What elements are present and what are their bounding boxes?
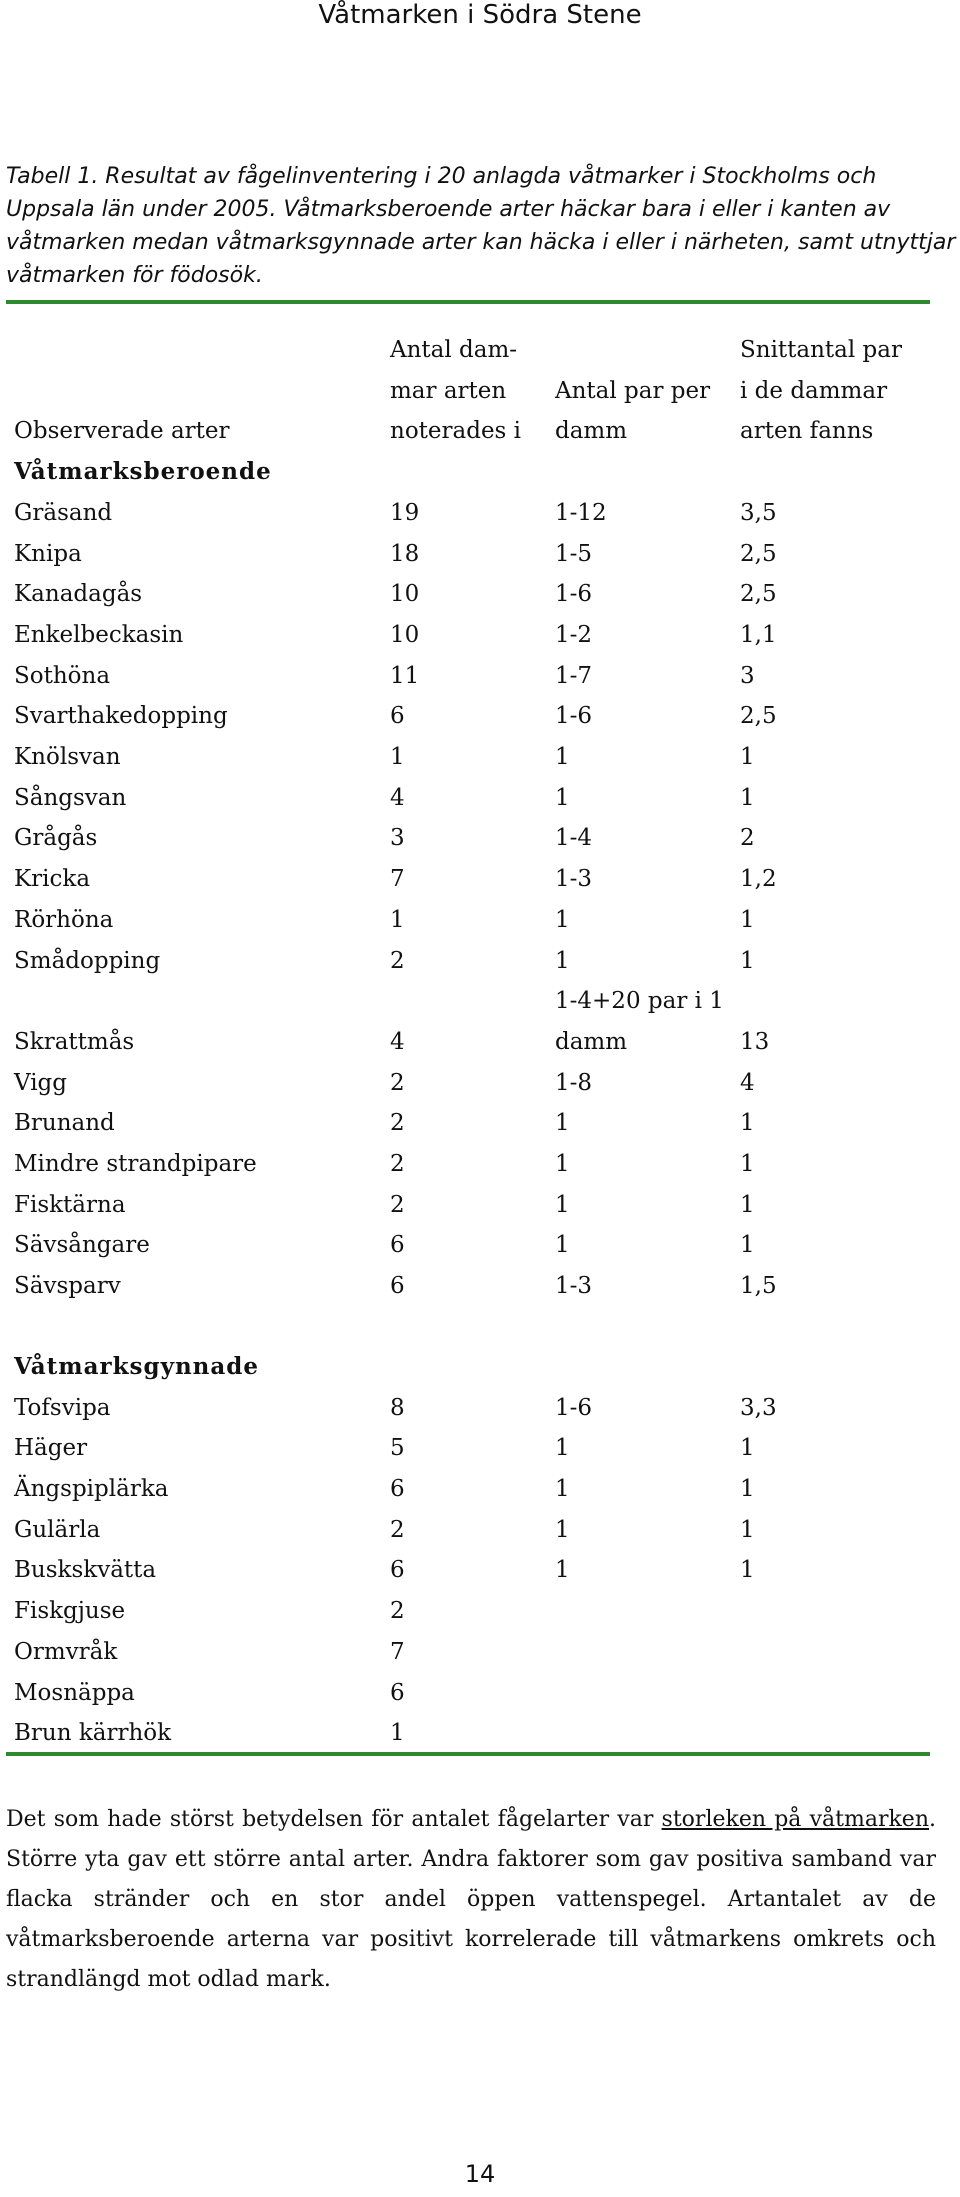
cell-pairs: 1: [555, 947, 570, 974]
cell-species: Grågås: [14, 825, 98, 852]
table-row: [0, 737, 930, 778]
cell-ponds: 6: [390, 1232, 405, 1259]
cell-ponds: 2: [390, 1110, 405, 1137]
cell-ponds: 2: [390, 1191, 405, 1218]
table-body: [0, 452, 930, 1754]
table-row: [0, 1591, 930, 1632]
cell-avg: 13: [740, 1028, 770, 1055]
body-paragraph: [6, 1800, 936, 2000]
table-row: [0, 1510, 930, 1551]
cell-ponds: 6: [390, 1273, 405, 1300]
cell-avg: 2,5: [740, 703, 777, 730]
cell-pairs: [555, 1591, 740, 1632]
cell-pairs: 1-3: [555, 1273, 593, 1300]
cell-avg: 1: [740, 947, 755, 974]
cell-ponds: 7: [390, 866, 405, 893]
cell-pairs: 1: [555, 1232, 570, 1259]
cell-pairs: damm: [555, 1028, 628, 1055]
cell-species: Tofsvipa: [14, 1394, 111, 1421]
body-text-part1: Det som hade störst betydelsen för antalet fågelarter var: [6, 1807, 662, 1832]
cell-avg: 1,1: [740, 621, 777, 648]
cell-species: Häger: [14, 1435, 88, 1462]
cell-species: Svarthakedopping: [14, 703, 228, 730]
cell-pairs: 1: [555, 1516, 570, 1543]
cell-ponds: 1: [390, 906, 405, 933]
table-row: [0, 1388, 930, 1429]
table-row: [0, 534, 930, 575]
cell-pairs: 1-3: [555, 866, 593, 893]
cell-species: Mosnäppa: [14, 1679, 135, 1706]
group-heading: Våtmarksgynnade: [14, 1352, 260, 1380]
cell-pairs: 1: [555, 906, 570, 933]
table-row: [0, 493, 930, 534]
cell-species: Fisktärna: [14, 1191, 126, 1218]
cell-ponds: 2: [390, 947, 405, 974]
cell-ponds: 7: [390, 1638, 405, 1665]
cell-species: Kanadagås: [14, 581, 143, 608]
cell-ponds: 2: [390, 1516, 405, 1543]
cell-species: Sävsångare: [14, 1232, 150, 1259]
cell-avg: [740, 1632, 930, 1673]
header-species: [0, 330, 390, 371]
cell-ponds: 1: [390, 744, 405, 771]
table-row: [0, 900, 930, 941]
cell-species: Ormvråk: [14, 1638, 118, 1665]
cell-avg: 1: [740, 1232, 755, 1259]
cell-pairs: 1-5: [555, 540, 593, 567]
table-caption: Tabell 1. Resultat av fågelinventering i 20 anlagda våtmarker i Stockholms och Uppsala län under 2005. Våtmarksberoende arter häckar bara i eller i kanten av våtmarken medan våtmarksgynnade arter kan häcka i eller i närheten, samt utnyttjar våtmarken för födosök.: [6, 164, 956, 288]
group-spacer: [0, 1307, 930, 1347]
cell-pairs: 1-4: [555, 825, 593, 852]
header-pairs-line2: damm: [555, 418, 628, 445]
cell-species: Sångsvan: [14, 784, 127, 811]
header-species-label: Observerade arter: [14, 418, 230, 445]
cell-ponds: 4: [390, 784, 405, 811]
table-row: [0, 818, 930, 859]
cell-pairs: 1-7: [555, 662, 593, 689]
cell-pairs: 1: [555, 744, 570, 771]
table-row: [0, 1063, 930, 1104]
cell-pairs: 1: [555, 1475, 570, 1502]
table-row: [0, 941, 930, 982]
table-row: [0, 1022, 930, 1063]
cell-pairs: 1: [555, 1435, 570, 1462]
cell-pairs: 1: [555, 1110, 570, 1137]
table-row-continuation: [0, 981, 930, 1022]
bird-survey-table: [0, 330, 930, 1754]
cell-ponds: 6: [390, 1475, 405, 1502]
cell-ponds: 11: [390, 662, 420, 689]
cell-species: Skrattmås: [14, 1028, 135, 1055]
page-header-title: Våtmarken i Södra Stene: [318, 0, 642, 30]
cell-avg: [740, 1713, 930, 1754]
table-header: [0, 330, 930, 452]
cell-ponds: 5: [390, 1435, 405, 1462]
cell-species: Gräsand: [14, 499, 113, 526]
cell-avg: 3: [740, 662, 755, 689]
cell-avg: [740, 1591, 930, 1632]
cell-avg: 1: [740, 1110, 755, 1137]
cell-pairs: 1: [555, 784, 570, 811]
cell-avg: 1: [740, 1557, 755, 1584]
table-row: [0, 1428, 930, 1469]
cell-species: Smådopping: [14, 947, 161, 974]
cell-species: Brun kärrhök: [14, 1720, 172, 1747]
cell-pairs: 1-6: [555, 1394, 593, 1421]
cell-species: Gulärla: [14, 1516, 101, 1543]
table-top-rule: [6, 300, 930, 304]
cell-species: Knipa: [14, 540, 82, 567]
cell-species: Brunand: [14, 1110, 115, 1137]
cell-species: Vigg: [14, 1069, 68, 1096]
cell-avg: [740, 1673, 930, 1714]
table-row: [0, 1144, 930, 1185]
cell-ponds: 18: [390, 540, 420, 567]
cell-avg: 1: [740, 784, 755, 811]
cell-avg: 4: [740, 1069, 755, 1096]
cell-species: Buskskvätta: [14, 1557, 157, 1584]
cell-species: Mindre strandpipare: [14, 1151, 257, 1178]
table-row: [0, 615, 930, 656]
group-heading-row: [0, 1347, 930, 1388]
cell-avg: 3,3: [740, 1394, 777, 1421]
cell-ponds: 2: [390, 1598, 405, 1625]
cell-avg: 2,5: [740, 540, 777, 567]
header-avg-line2: i de dammar: [740, 377, 888, 404]
cell-pairs-line1: 1-4+20 par i 1: [555, 988, 724, 1015]
cell-ponds: 6: [390, 1679, 405, 1706]
table-row: [0, 1469, 930, 1510]
table-row: [0, 778, 930, 819]
table-bottom-rule: [6, 1752, 930, 1756]
cell-avg: 1: [740, 1516, 755, 1543]
table-row: [0, 1673, 930, 1714]
cell-avg: 1,2: [740, 866, 777, 893]
cell-pairs: 1: [555, 1557, 570, 1584]
cell-ponds: 8: [390, 1394, 405, 1421]
cell-pairs: 1-6: [555, 581, 593, 608]
cell-pairs: [555, 1632, 740, 1673]
table-row: [0, 696, 930, 737]
cell-species: Rörhöna: [14, 906, 114, 933]
cell-ponds: 4: [390, 1028, 405, 1055]
cell-pairs: 1: [555, 1191, 570, 1218]
page-number: 14: [464, 2160, 496, 2188]
cell-avg: 3,5: [740, 499, 777, 526]
table-row: [0, 1185, 930, 1226]
cell-pairs: 1-6: [555, 703, 593, 730]
cell-ponds: 10: [390, 621, 420, 648]
cell-species: Knölsvan: [14, 744, 121, 771]
cell-ponds: 1: [390, 1720, 405, 1747]
table-row: [0, 1632, 930, 1673]
cell-avg: 1,5: [740, 1273, 777, 1300]
header-avg-line1: Snittantal par: [740, 337, 902, 363]
cell-avg: 1: [740, 744, 755, 771]
table-row: [0, 859, 930, 900]
cell-avg: 2: [740, 825, 755, 852]
cell-ponds: 3: [390, 825, 405, 852]
header-ponds-line2: mar arten: [390, 377, 507, 404]
cell-species: Sothöna: [14, 662, 111, 689]
header-avg-line3: arten fanns: [740, 418, 874, 445]
table-row: [0, 1550, 930, 1591]
cell-avg: 2,5: [740, 581, 777, 608]
header-pairs-line1: Antal par per: [555, 377, 711, 404]
table-row: [0, 1103, 930, 1144]
cell-avg: 1: [740, 906, 755, 933]
table-row: [0, 1225, 930, 1266]
cell-species: Enkelbeckasin: [14, 621, 184, 648]
cell-ponds: 2: [390, 1151, 405, 1178]
cell-ponds: 6: [390, 703, 405, 730]
cell-species: Ängspiplärka: [14, 1475, 169, 1502]
cell-avg: 1: [740, 1475, 755, 1502]
table-row: [0, 656, 930, 697]
cell-ponds: 19: [390, 499, 420, 526]
cell-species: Sävsparv: [14, 1273, 121, 1300]
header-ponds-line3: noterades i: [390, 418, 522, 445]
cell-avg: 1: [740, 1191, 755, 1218]
group-heading-row: [0, 452, 930, 493]
cell-pairs: 1-12: [555, 499, 607, 526]
group-heading: Våtmarksberoende: [14, 458, 272, 486]
table-row: [0, 574, 930, 615]
cell-ponds: 10: [390, 581, 420, 608]
cell-pairs: 1-2: [555, 621, 593, 648]
cell-pairs: [555, 1713, 740, 1754]
cell-ponds: 6: [390, 1557, 405, 1584]
cell-pairs: 1-8: [555, 1069, 593, 1096]
table-row: [0, 1713, 930, 1754]
cell-pairs: 1: [555, 1151, 570, 1178]
cell-ponds: 2: [390, 1069, 405, 1096]
cell-avg: 1: [740, 1151, 755, 1178]
cell-avg: 1: [740, 1435, 755, 1462]
cell-species: Kricka: [14, 866, 91, 893]
body-text-part2: . Större yta gav ett större antal arter. Andra faktorer som gav positiva samband var flacka stränder och en stor andel öppen vattenspegel. Artantalet av de våtmarksberoende arterna var positivt korrelerade till våtmarkens omkrets och strandlängd mot odlad mark.: [6, 1807, 936, 1992]
body-underlined-phrase: storleken på våtmarken: [661, 1807, 929, 1832]
table-row: [0, 1266, 930, 1307]
cell-pairs: [555, 1673, 740, 1714]
cell-species: Fiskgjuse: [14, 1598, 126, 1625]
header-ponds-line1: Antal dam-: [390, 337, 518, 363]
